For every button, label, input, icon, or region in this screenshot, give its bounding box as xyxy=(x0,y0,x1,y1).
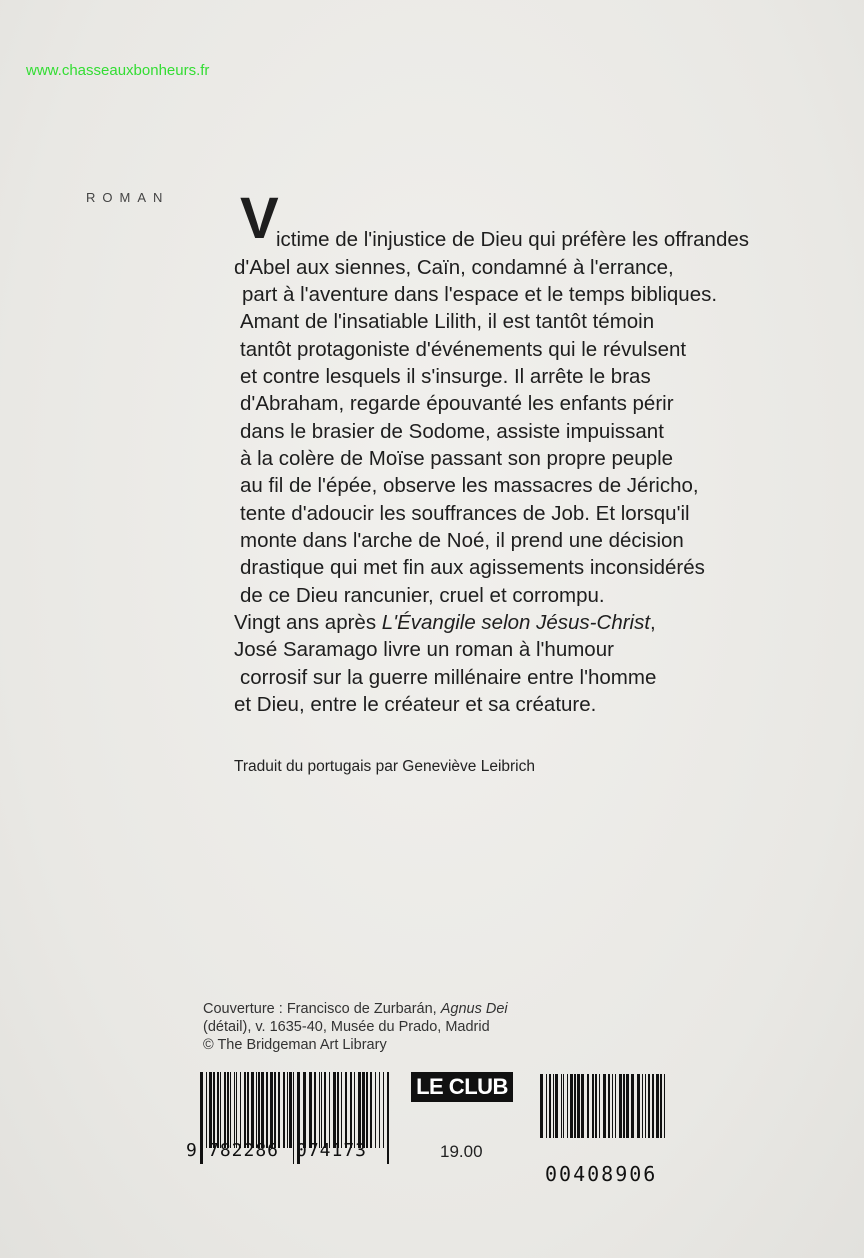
barcode-bar xyxy=(587,1074,589,1138)
barcode-bar xyxy=(354,1072,355,1148)
barcode-bar xyxy=(258,1072,260,1148)
isbn-digit-group: 074173 xyxy=(296,1140,368,1161)
blurb-line: José Saramago livre un roman à l'humour xyxy=(234,638,614,661)
genre-label: ROMAN xyxy=(86,190,170,205)
barcode-bar xyxy=(236,1072,237,1148)
barcode-bar xyxy=(645,1074,646,1138)
barcode-bar xyxy=(244,1072,246,1148)
barcode-bar xyxy=(648,1074,650,1138)
barcode-bar xyxy=(540,1074,543,1138)
credits-line xyxy=(203,1000,508,1018)
barcode-bar xyxy=(615,1074,616,1138)
barcode-bar xyxy=(366,1072,368,1148)
barcode-bar xyxy=(626,1074,629,1138)
barcode-bar xyxy=(217,1072,219,1148)
blurb-line-text: Vingt ans après xyxy=(234,611,382,634)
barcode-bar xyxy=(287,1072,288,1148)
barcode-bar xyxy=(567,1074,568,1138)
barcode-bar xyxy=(577,1074,580,1138)
barcode-bar xyxy=(234,1072,235,1148)
barcode-bar xyxy=(563,1074,564,1138)
barcode-bar xyxy=(200,1072,203,1164)
barcode-bar xyxy=(220,1072,221,1148)
barcode-bar xyxy=(289,1072,292,1148)
barcode-bar xyxy=(608,1074,610,1138)
barcode-bar xyxy=(623,1074,625,1138)
barcode-bar xyxy=(631,1074,634,1138)
barcode-bar xyxy=(224,1072,226,1148)
barcode-bar xyxy=(206,1072,207,1148)
blurb-line-punctuation: , xyxy=(650,611,656,634)
blurb-line: corrosif sur la guerre millénaire entre l'homme xyxy=(240,666,657,689)
barcode-bar xyxy=(549,1074,551,1138)
translator-credit: Traduit du portugais par Geneviève Leibrich xyxy=(234,758,535,775)
isbn-digit-group: 782286 xyxy=(208,1140,280,1161)
barcode-bar xyxy=(612,1074,613,1138)
blurb-line: tente d'adoucir les souffrances de Job. Et lorsqu'il xyxy=(240,502,690,525)
blurb-line: Amant de l'insatiable Lilith, il est tantôt témoin xyxy=(240,310,655,333)
barcode-bar xyxy=(370,1072,372,1148)
barcode-bar xyxy=(362,1072,365,1148)
cover-credits xyxy=(203,1000,508,1054)
barcode-bar xyxy=(350,1072,352,1148)
barcode-bar xyxy=(213,1072,215,1148)
barcode-bar xyxy=(656,1074,659,1138)
barcode-bar xyxy=(230,1072,231,1148)
barcode-bar xyxy=(664,1074,665,1138)
barcode-bar xyxy=(261,1072,264,1148)
barcode-bar xyxy=(247,1072,249,1148)
blurb-line: d'Abel aux siennes, Caïn, condamné à l'errance, xyxy=(234,256,674,279)
barcode-bar xyxy=(227,1072,229,1148)
price-label: 19.00 xyxy=(440,1142,483,1161)
barcode-bar xyxy=(324,1072,326,1148)
barcode-bar xyxy=(321,1072,322,1148)
barcode-bar xyxy=(337,1072,339,1148)
barcode-bar xyxy=(358,1072,361,1148)
barcode-bar xyxy=(660,1074,662,1138)
barcode-bar xyxy=(642,1074,643,1138)
barcode-bar xyxy=(603,1074,606,1138)
blurb-line: ictime de l'injustice de Dieu qui préfère les offrandes xyxy=(276,228,750,251)
le-club-logo: LE CLUB xyxy=(411,1072,513,1102)
blurb-line: part à l'aventure dans l'espace et le temps bibliques. xyxy=(242,283,718,306)
barcode-bar xyxy=(341,1072,342,1148)
barcode-bar xyxy=(266,1072,268,1148)
barcode-bar xyxy=(314,1072,316,1148)
blurb-line: d'Abraham, regarde épouvanté les enfants périr xyxy=(240,392,674,415)
watermark-url: www.chasseauxbonheurs.fr xyxy=(26,62,210,79)
book-title-italic: L'Évangile selon Jésus-Christ xyxy=(381,611,651,634)
painting-title-italic: Agnus Dei xyxy=(440,1001,508,1017)
barcode-bar xyxy=(309,1072,312,1148)
blurb-line: monte dans l'arche de Noé, il prend une décision xyxy=(240,529,684,552)
barcode-bar xyxy=(619,1074,622,1138)
barcode-bar xyxy=(333,1072,336,1148)
blurb-line xyxy=(234,609,656,636)
barcode-bar xyxy=(270,1072,273,1148)
barcode-bar xyxy=(592,1074,594,1138)
credits-line: © The Bridgeman Art Library xyxy=(203,1037,387,1053)
blurb-line: de ce Dieu rancunier, cruel et corrompu. xyxy=(240,584,605,607)
barcode-bar xyxy=(379,1072,380,1148)
barcode-bar xyxy=(599,1074,600,1138)
barcode-bar xyxy=(581,1074,584,1138)
barcode-bar xyxy=(209,1072,212,1148)
blurb-line: au fil de l'épée, observe les massacres de Jéricho, xyxy=(240,474,699,497)
blurb-line: et Dieu, entre le créateur et sa créature. xyxy=(234,693,597,716)
barcode-bar xyxy=(274,1072,276,1148)
barcode-bar xyxy=(283,1072,285,1148)
barcode-bar xyxy=(256,1072,257,1148)
blurb-line: tantôt protagoniste d'événements qui le révulsent xyxy=(240,338,687,361)
blurb-line: dans le brasier de Sodome, assiste impuissant xyxy=(240,420,664,443)
barcode-bar xyxy=(251,1072,254,1148)
barcode-bar xyxy=(278,1072,280,1148)
barcode-bar xyxy=(574,1074,576,1138)
barcode-bar xyxy=(555,1074,558,1138)
barcode-bar xyxy=(387,1072,389,1164)
barcode-bar xyxy=(375,1072,376,1148)
barcode-bar xyxy=(293,1072,294,1164)
blurb-line: à la colère de Moïse passant son propre peuple xyxy=(240,447,674,470)
barcode-bar xyxy=(561,1074,562,1138)
barcode-bar xyxy=(546,1074,547,1138)
dropcap-letter: V xyxy=(240,186,279,251)
credits-line: (détail), v. 1635-40, Musée du Prado, Madrid xyxy=(203,1019,490,1035)
barcode-bar xyxy=(570,1074,573,1138)
blurb-line: et contre lesquels il s'insurge. Il arrête le bras xyxy=(240,365,651,388)
reference-barcode xyxy=(540,1074,666,1154)
blurb-line: drastique qui met fin aux agissements inconsidérés xyxy=(240,556,705,579)
barcode-bar xyxy=(303,1072,306,1148)
barcode-bar xyxy=(383,1072,384,1148)
barcode-bar xyxy=(240,1072,241,1148)
barcode-bar xyxy=(637,1074,640,1138)
reference-barcode-digits: 00408906 xyxy=(545,1162,658,1186)
barcode-bar xyxy=(595,1074,597,1138)
barcode-bar xyxy=(345,1072,347,1148)
barcode-bar xyxy=(553,1074,554,1138)
credits-line-text: Couverture : Francisco de Zurbarán, xyxy=(203,1001,441,1017)
barcode-bar xyxy=(652,1074,654,1138)
isbn-lead-digit: 9 xyxy=(186,1140,197,1161)
barcode-bar xyxy=(329,1072,330,1148)
barcode-bar xyxy=(319,1072,320,1148)
